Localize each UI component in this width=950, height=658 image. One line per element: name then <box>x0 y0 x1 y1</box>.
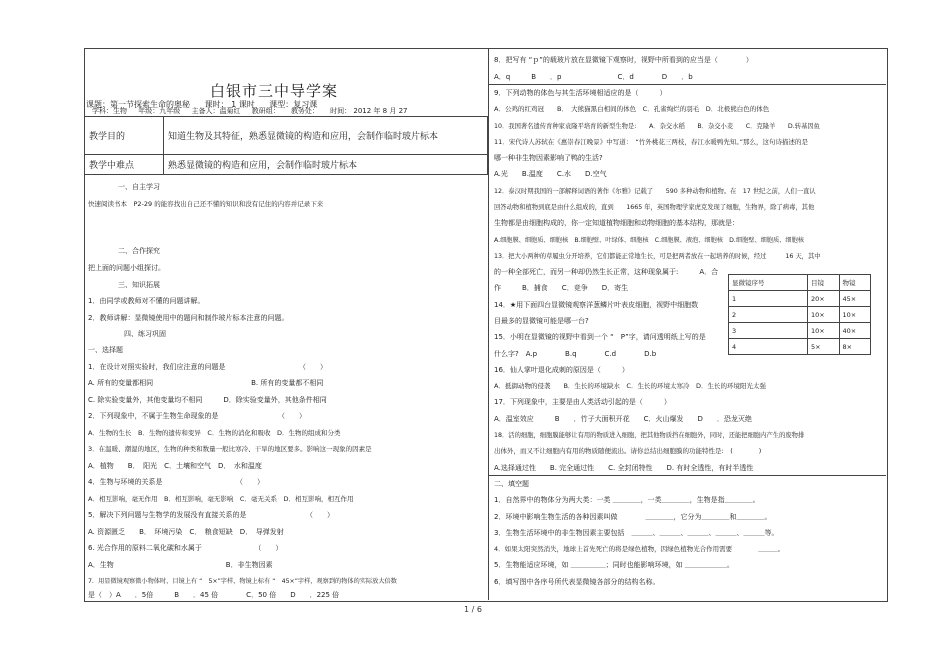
section-fill-in: 二、填空题 <box>494 480 529 488</box>
table-row <box>729 291 871 307</box>
column-divider <box>488 48 489 600</box>
option-line: 作 B．捕食 C．竞争 D．寄生 <box>494 284 629 292</box>
goal-text: 知道生物及其特征，熟悉显微镜的构造和应用，会制作临时玻片标本 <box>164 117 488 155</box>
question-line: 哪一种非生物因素影响了鸭的生活? <box>494 154 603 162</box>
microscope-table <box>728 274 871 355</box>
option-line: A．生物的生长 B．生物的遗传和变异 C．生物的消化和吸收 D．生物的组成和分类 <box>88 429 341 437</box>
meta-subject: 学科：生物 <box>92 107 127 115</box>
question-line: 9．下列动物的体色与其生活环境相适应的是（ ） <box>494 89 667 97</box>
question-line: 18．活的细胞，细胞膜能够让有用的物质进入细胞，把其他物质挡在细胞外，同时，还能把细胞内产生的废物排 <box>494 432 805 439</box>
option-line: 是（ ）A ．5倍 B ．45 倍 C．50 倍 D ．225 倍 <box>88 591 340 599</box>
text-line: 生物都是由细胞构成的，你一定知道植物细胞和动物细胞的基本结构，那就是： <box>494 219 739 227</box>
option-line: 什么字? A.p B.q C.d D.b <box>494 350 657 358</box>
page-number: 1 / 6 <box>464 605 482 614</box>
option-line: A. 资源匮乏 B． 环境污染 C． 粮食短缺 D． 导弹发射 <box>88 528 284 536</box>
section-extend: 三、知识拓展 <box>118 281 160 289</box>
fill-line: 3．生物生活环境中的非生物因素主要包括 ＿＿＿、＿＿＿、＿＿＿、＿＿＿、＿＿＿等。 <box>494 529 779 537</box>
question-line: 17．下列现象中，主要是由人类活动引起的是（ ） <box>494 398 671 406</box>
lesson-type: 课型：复习课 <box>269 100 318 109</box>
option-line: A．相互影响，毫无作用 B．相互影响，毫无影响 C．毫无关系 D．相互影响，相互作用 <box>88 495 354 503</box>
text-line: 2．教师讲解：显微镜使用中的题问和制作玻片标本注意的问题。 <box>88 314 289 322</box>
fill-line: 6．填写图中各序号所代表显微镜各部分的结构名称。 <box>494 578 660 586</box>
option-line: A．生物 B．非生物因素 <box>88 561 273 569</box>
table-cell: 3 <box>729 323 808 339</box>
table-cell: 5× <box>808 339 840 355</box>
table-header-row <box>729 275 871 291</box>
section-self-study: 一、自主学习 <box>118 183 160 191</box>
question-line: 5．解决下列问题与生物学的发展没有直接关系的是 （ ） <box>88 511 334 519</box>
fill-line: 4．如果太阳突然消失，地球上首先死亡的将是绿色植物，因绿色植物光合作用需要 ＿＿＿。 <box>494 545 785 553</box>
table-cell: 2 <box>729 307 808 323</box>
question-line: 12．泰汉时期我国的一部解释词语的著作《尔雅》记载了 590 多种动物和植物。在 17 世纪之前，人们一直认 <box>494 188 816 195</box>
table-cell: 40× <box>839 323 871 339</box>
option-line: A．温室效应 B ．竹子大面积开花 C．火山爆发 D ．恐龙灭绝 <box>494 415 752 423</box>
question-line: 3．在温暖、潮湿的地区，生物的种类和数量一般比寒冷、干旱的地区要多。影响这一现象的因素是 <box>88 445 372 453</box>
meta-office: 教务处： <box>290 107 319 115</box>
meta-date: 时间： 2012 年 8 月 27 <box>330 107 408 115</box>
text-line: 把上面的问题小组探讨。 <box>88 264 165 272</box>
question-line: 15．小明在显微镜的视野中看到一个 “ P”字，请问透明纸上写的是 <box>494 333 706 341</box>
table-header-cell: 目镜 <box>808 275 840 291</box>
key-text: 熟悉显微镜的构造和应用，会制作临时玻片标本 <box>164 155 488 175</box>
text-line: 一、选择题 <box>88 346 123 354</box>
question-line: 10．我国著名遗传育种家袁隆平培育的新型生物是: A．杂交水稻 B．杂交小麦 C．克隆羊 D.转基因鱼 <box>494 123 820 130</box>
question-line: 11．宋代诗人苏轼在《惠崇春江晚景》中写道： “竹外桃花三两枝，春江水暖鸭先知。”那么，这句诗描述的是 <box>494 138 809 146</box>
table-row <box>729 323 871 339</box>
option-line: A.细胞膜、细胞质、细胞核 B.细胞壁、叶绿体、细胞核 C.细胞膜、液泡、细胞核 D.细胞壁、细胞质、细胞核 <box>494 237 804 244</box>
question-line: 7．用显微镜观察微小物体时，目镜上有 “ 5×”字样，物镜上标有 “ 45×”字样，观察到的物体的实际放大倍数 <box>88 578 397 585</box>
row-divider <box>488 475 886 476</box>
option-line: C. 除实验变量外，其他变量均不相同 D．除实验变量外，其他条件相同 <box>88 396 327 404</box>
option-line: A．抵御动物的侵袭 B．生长的环境缺水 C．生长的环境太寒冷 D．生长的环境阳光太强 <box>494 382 766 390</box>
question-line: 16．仙人掌叶退化成刺的原因是（ ） <box>494 366 629 374</box>
text-line: 回答动物和植物到底是由什么组成的，直到 1665 年，英国物理学家虎克发现了细胞，生物界，除了病毒，其他 <box>494 204 815 211</box>
table-row <box>729 339 871 355</box>
key-label: 教学中难点 <box>85 155 164 175</box>
table-row <box>729 307 871 323</box>
question-line: 2．下列现象中，不属于生物生命现象的是 （ ） <box>88 412 306 420</box>
section-cooperate: 二、合作探究 <box>118 247 160 255</box>
option-line: A．公鸡的红鸡冠 B． 大熊猫黑白相间的体色 C．孔雀绚烂的羽毛 D．北极熊白色的体色 <box>494 105 770 113</box>
lesson-topic: 课题：第一节探索生命的奥秘 <box>86 100 190 109</box>
text-line: 1．由同学或教师对不懂的问题讲解。 <box>88 297 205 305</box>
question-line: 14．★用下面四台显微镜观察洋葱鳞片叶表皮细胞，视野中细胞数 <box>494 301 699 309</box>
lesson-periods: 课时： 1 课时 <box>204 100 255 109</box>
option-line: A．植物 B． 阳光 C．土壤和空气 D． 水和温度 <box>88 462 262 470</box>
question-line: 6. 光合作用的原料二氧化碳和水属于 （ ） <box>88 544 283 552</box>
option-line: A. 所有的变量都相同 B. 所有的变量都不相同 <box>88 379 324 387</box>
page-title: 白银市三中导学案 <box>210 82 339 100</box>
fill-line: 5．生物能适应环境，如 ＿＿＿＿＿；同时也能影响环境，如 ＿＿＿＿＿＿。 <box>494 561 734 569</box>
section-practice: 四、练习巩固 <box>124 330 166 338</box>
goal-label: 教学目的 <box>85 117 164 155</box>
text-line: 快速阅读书本 P2-29 的能容找出自己还不懂的知识和没有记住的内容并记录下来 <box>88 200 324 208</box>
objectives-table <box>84 116 488 175</box>
question-line: 4．生物与环境的关系是 （ ） <box>88 478 264 486</box>
table-cell: 10× <box>839 307 871 323</box>
text-line: 目最多的显微镜可能是哪一台? <box>494 317 589 325</box>
table-header-cell: 物镜 <box>839 275 871 291</box>
row-divider <box>488 84 886 85</box>
table-cell: 10× <box>808 307 840 323</box>
option-line: A.选择通过性 B. 完全通过性 C. 全封闭特性 D. 有时全透性，有时半透性 <box>494 464 754 472</box>
fill-line: 1．自然界中的物体分为两大类：一类 ＿＿＿＿，一类＿＿＿＿，生物是指＿＿＿＿。 <box>494 496 760 504</box>
table-cell: 8× <box>839 339 871 355</box>
meta-grade: 年级：九年级 <box>138 107 181 115</box>
question-line: 1．在设计对照实验时，我们应注意的问题是 （ ） <box>88 363 327 371</box>
meta-row <box>92 106 416 116</box>
text-line: 出体外，而又不让细胞内有用的物质随便流出。请你总结出细胞膜的功能特性是: ( ) <box>494 447 762 455</box>
table-cell: 1 <box>729 291 808 307</box>
text-line: 的一种全部死亡，而另一种却仍然生长正常，这种现象属于: A．合 <box>494 268 719 276</box>
table-cell: 4 <box>729 339 808 355</box>
table-cell: 45× <box>839 291 871 307</box>
question-line: 8．把写有 “ｐ”的载玻片放在显微镜下观察时，视野中所看到的应当是（ ） <box>494 56 753 64</box>
meta-author: 主备人：温菊红 <box>191 107 241 115</box>
meta-group: 教研组： <box>251 107 280 115</box>
table-header-cell: 显微镜序号 <box>729 275 808 291</box>
question-line: 13．把大小两种的草履虫分开培养，它们都能正常地生长，可是把两者放在一起培养的时候，经过 16 天，其中 <box>494 253 821 260</box>
table-cell: 10× <box>808 323 840 339</box>
fill-line: 2．环境中影响生物生活的各种因素叫做 ＿＿＿＿，它分为＿＿＿＿和＿＿＿＿。 <box>494 513 772 521</box>
option-line: A．q B ．p C．d D ．b <box>494 73 693 81</box>
option-line: A.光 B.温度 C.水 D.空气 <box>494 170 607 178</box>
table-cell: 20× <box>808 291 840 307</box>
